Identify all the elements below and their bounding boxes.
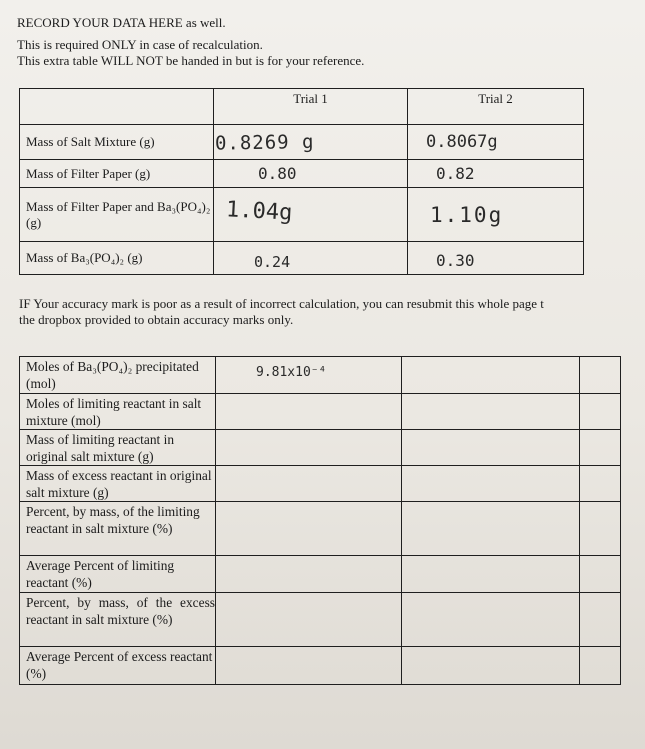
trial2-cell: [402, 466, 580, 502]
resubmit-note: [19, 296, 645, 328]
trial1-header: Trial 1: [214, 89, 408, 125]
row-label: Moles of limiting reactant in salt mixture (mol): [20, 394, 216, 430]
extra-cell: [580, 357, 621, 394]
table-row: [20, 242, 584, 275]
trial2-cell: [402, 394, 580, 430]
trial1-cell: [216, 357, 402, 394]
table-row: [20, 394, 621, 430]
row-label: Mass of limiting reactant in original salt mixture (g): [20, 430, 216, 466]
row-label: Average Percent of excess reactant (%): [20, 647, 216, 685]
extra-cell: [580, 466, 621, 502]
row-label: Percent, by mass, of the excess reactant in salt mixture (%): [20, 593, 216, 647]
extra-cell: [580, 430, 621, 466]
trial1-cell: [216, 394, 402, 430]
handwritten-value: 0.24: [254, 253, 291, 271]
row-label: Percent, by mass, of the limiting reactant in salt mixture (%): [20, 502, 216, 556]
row-label: Mass of Ba₃(PO₄)₂ (g): [20, 242, 214, 275]
trial1-cell: [214, 125, 408, 160]
row-label: Average Percent of limiting reactant (%): [20, 556, 216, 593]
trial2-cell: [408, 188, 584, 242]
trial1-cell: [214, 188, 408, 242]
table-row: [20, 466, 621, 502]
table-row: [20, 502, 621, 556]
row-label: Mass of Filter Paper (g): [20, 160, 214, 188]
table-row: [20, 188, 584, 242]
handwritten-value: 0.30: [436, 250, 475, 270]
trial1-cell: [214, 242, 408, 275]
trial2-cell: [402, 593, 580, 647]
row-label: Mass of excess reactant in original salt mixture (g): [20, 466, 216, 502]
handwritten-value: 9.81x10⁻⁴: [256, 365, 327, 380]
data-table-header-row: [20, 89, 584, 125]
header-line-2: This is required ONLY in case of recalculation.: [17, 37, 263, 52]
calculation-table: [19, 356, 621, 685]
trial1-cell: [216, 502, 402, 556]
data-table-corner-cell: [20, 89, 214, 125]
extra-cell: [580, 502, 621, 556]
extra-cell: [580, 593, 621, 647]
header-line-1: RECORD YOUR DATA HERE as well.: [17, 15, 226, 30]
handwritten-value: 0.8269 g: [214, 130, 315, 155]
trial2-cell: [402, 357, 580, 394]
trial2-cell: [408, 160, 584, 188]
trial1-cell: [214, 160, 408, 188]
extra-cell: [580, 394, 621, 430]
extra-cell: [580, 556, 621, 593]
table-row: [20, 593, 621, 647]
note-line-2: the dropbox provided to obtain accuracy marks only.: [19, 312, 294, 327]
row-label: Mass of Filter Paper and Ba₃(PO₄)₂ (g): [20, 188, 214, 242]
trial1-cell: [216, 466, 402, 502]
data-table: [19, 88, 584, 275]
row-label: Moles of Ba₃(PO₄)₂ precipitated (mol): [20, 357, 216, 394]
trial2-cell: [402, 502, 580, 556]
trial2-cell: [408, 242, 584, 275]
table-row: [20, 647, 621, 685]
trial1-cell: [216, 647, 402, 685]
trial1-cell: [216, 593, 402, 647]
handwritten-value: 1.10g: [430, 202, 504, 227]
trial1-cell: [216, 556, 402, 593]
extra-cell: [580, 647, 621, 685]
trial1-cell: [216, 430, 402, 466]
trial2-cell: [402, 430, 580, 466]
header-line-3: This extra table WILL NOT be handed in but is for your reference.: [17, 53, 365, 68]
trial2-header: Trial 2: [408, 89, 584, 125]
handwritten-value: 0.80: [258, 164, 297, 183]
row-label: Mass of Salt Mixture (g): [20, 125, 214, 160]
trial2-cell: [408, 125, 584, 160]
handwritten-value: 1.04g: [225, 197, 293, 226]
table-row: [20, 357, 621, 394]
table-row: [20, 430, 621, 466]
trial2-cell: [402, 647, 580, 685]
trial2-cell: [402, 556, 580, 593]
table-row: [20, 160, 584, 188]
table-row: [20, 556, 621, 593]
table-row: [20, 125, 584, 160]
handwritten-value: 0.8067g: [426, 132, 498, 152]
handwritten-value: 0.82: [436, 164, 475, 183]
note-line-1: IF Your accuracy mark is poor as a result of incorrect calculation, you can resubmit this whole page t: [19, 296, 544, 311]
